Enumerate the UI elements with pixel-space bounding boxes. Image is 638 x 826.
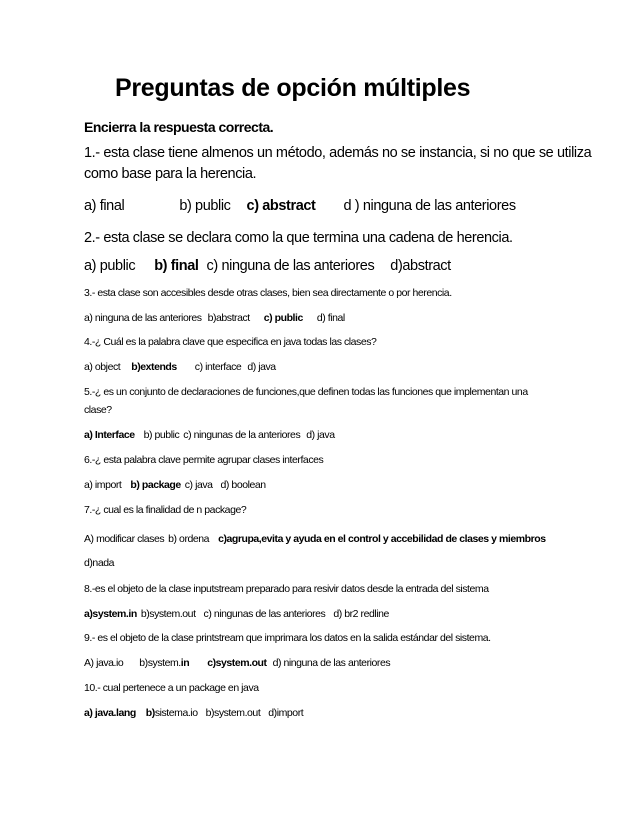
option-b-prefix: b)	[145, 707, 155, 719]
question-4-text: 4.-¿ Cuál es la palabra clave que especifica en java todas las clases?	[84, 336, 377, 348]
question-7-options	[84, 533, 546, 545]
option-b-suffix: in	[180, 657, 190, 669]
option-c-correct[interactable]: c)agrupa,evita y ayuda en el control y accebilidad de clases y miembros	[218, 533, 546, 545]
option-b[interactable]: b) public	[143, 429, 180, 441]
option-b[interactable]: b) ordena	[168, 533, 210, 545]
option-d[interactable]: d) java	[306, 429, 335, 441]
option-d[interactable]: d) br2 redline	[333, 608, 389, 620]
question-2-text: 2.- esta clase se declara como la que termina una cadena de herencia.	[84, 230, 513, 246]
question-7-option-d[interactable]: d)nada	[84, 557, 114, 569]
option-d[interactable]: d)abstract	[390, 258, 451, 274]
option-a[interactable]: a) import	[84, 479, 122, 491]
question-1-text-line1: 1.- esta clase tiene almenos un método, además no se instancia, si no que se utiliza	[84, 145, 592, 161]
question-1-text-line2: como base para la herencia.	[84, 166, 257, 182]
option-d[interactable]: d) java	[247, 361, 276, 373]
question-5-options	[84, 429, 335, 441]
question-10-options	[84, 707, 303, 719]
option-c[interactable]: c) ninguna de las anteriores	[206, 258, 375, 274]
question-1-options	[84, 198, 516, 214]
question-7-text: 7.-¿ cual es la finalidad de n package?	[84, 504, 247, 516]
option-b-correct[interactable]: b) package	[130, 479, 181, 491]
question-3-text: 3.- esta clase son accesibles desde otras clases, bien sea directamente o por herencia.	[84, 287, 452, 299]
option-a[interactable]: A) java.io	[84, 657, 124, 669]
option-a[interactable]: a) public	[84, 258, 136, 274]
option-d[interactable]: d) final	[316, 312, 345, 324]
option-a[interactable]: A) modificar clases	[84, 533, 165, 545]
question-2-options	[84, 258, 451, 274]
page-title: Preguntas de opción múltiples	[115, 74, 471, 102]
question-5-text-line1: 5.-¿ es un conjunto de declaraciones de funciones,que definen todas las funciones que implementan una	[84, 386, 528, 398]
option-b-suffix: sistema.io	[154, 707, 198, 719]
option-b-correct[interactable]: b) final	[154, 258, 199, 274]
question-6-options	[84, 479, 266, 491]
option-c[interactable]: c) ningunas de la anteriores	[183, 429, 301, 441]
option-a-correct[interactable]: a)system.in	[84, 608, 137, 620]
option-a-correct[interactable]: a) java.lang	[84, 707, 136, 719]
question-9-options	[84, 657, 390, 669]
question-4-options	[84, 361, 276, 373]
option-b-prefix: b)system.	[139, 657, 181, 669]
option-b-correct[interactable]: b)extends	[131, 361, 177, 373]
option-d[interactable]: d) ninguna de las anteriores	[272, 657, 391, 669]
option-a[interactable]: a) ninguna de las anteriores	[84, 312, 202, 324]
question-3-options	[84, 312, 345, 324]
instructions: Encierra la respuesta correcta.	[84, 119, 274, 135]
option-c[interactable]: b)system.out	[205, 707, 261, 719]
option-a-correct[interactable]: a) Interface	[84, 429, 135, 441]
option-d[interactable]: d)import	[268, 707, 304, 719]
option-c[interactable]: c) interface	[194, 361, 242, 373]
question-9-text: 9.- es el objeto de la clase printstream que imprimara los datos en la salida estándar del sistema.	[84, 632, 491, 644]
option-b[interactable]: b)abstract	[207, 312, 250, 324]
option-d[interactable]: d ) ninguna de las anteriores	[343, 198, 516, 214]
question-5-text-line2: clase?	[84, 404, 112, 416]
option-b[interactable]: b)system.out	[140, 608, 196, 620]
option-c-correct[interactable]: c) abstract	[246, 198, 316, 214]
option-d[interactable]: d) boolean	[220, 479, 266, 491]
option-b[interactable]	[146, 707, 198, 719]
option-c-correct[interactable]: c) public	[263, 312, 303, 324]
option-b[interactable]	[139, 657, 189, 669]
option-b[interactable]: b) public	[179, 198, 231, 214]
question-8-options	[84, 608, 389, 620]
option-c-correct[interactable]: c)system.out	[207, 657, 267, 669]
question-8-text: 8.-es el objeto de la clase inputstream preparado para resivir datos desde la entrada del sistema	[84, 583, 489, 595]
option-c[interactable]: c) ningunas de las anteriores	[203, 608, 326, 620]
option-c[interactable]: c) java	[184, 479, 213, 491]
option-a[interactable]: a) final	[84, 198, 125, 214]
option-a[interactable]: a) object	[84, 361, 121, 373]
question-6-text: 6.-¿ esta palabra clave permite agrupar clases interfaces	[84, 454, 324, 466]
question-10-text: 10.- cual pertenece a un package en java	[84, 682, 259, 694]
